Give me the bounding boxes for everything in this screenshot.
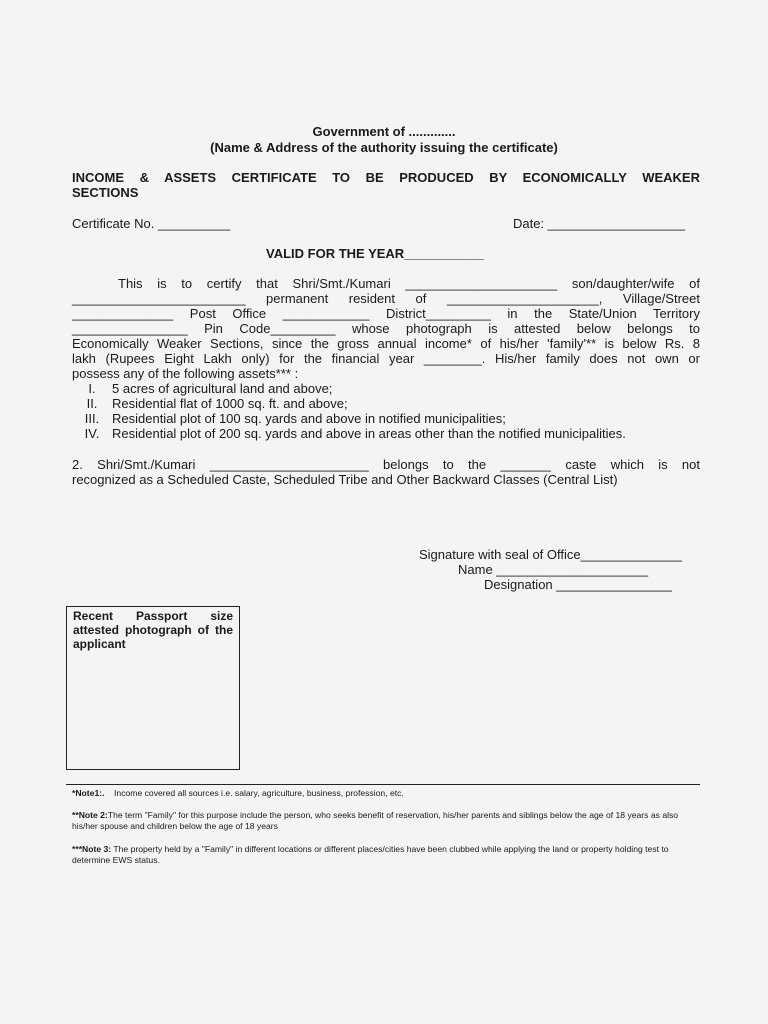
note-1 bbox=[72, 788, 700, 799]
photo-box bbox=[66, 606, 240, 770]
list-item bbox=[72, 426, 626, 441]
body-line-2: ________________________ permanent resident of _____________________, Village/Street bbox=[72, 291, 700, 306]
list-item-number: II. bbox=[86, 396, 98, 411]
government-line: Government of ............. bbox=[312, 124, 456, 139]
authority-line: (Name & Address of the authority issuing the certificate) bbox=[210, 140, 558, 155]
note-2-text: The term "Family" for this purpose include the person, who seeks benefit of reservation, his/her parents and siblings below the age of 18 years as also his/her spouse and children below the age of 18 years bbox=[72, 810, 679, 831]
list-item-number: III. bbox=[84, 411, 100, 426]
note-3-label: ***Note 3: bbox=[72, 844, 112, 854]
note-3 bbox=[72, 844, 700, 866]
list-item bbox=[72, 411, 506, 426]
certificate-title-line1: INCOME & ASSETS CERTIFICATE TO BE PRODUCED BY ECONOMICALLY WEAKER bbox=[72, 170, 700, 185]
body-line-5: Economically Weaker Sections, since the gross annual income* of his/her 'family'** is below Rs. 8 bbox=[72, 336, 700, 351]
designation-line: Designation ________________ bbox=[484, 577, 672, 592]
note-2 bbox=[72, 810, 700, 832]
body-line-6: lakh (Rupees Eight Lakh only) for the financial year ________. His/her family does not own or bbox=[72, 351, 700, 366]
note-1-text: Income covered all sources i.e. salary, agriculture, business, profession, etc. bbox=[114, 788, 404, 798]
photo-box-label: Recent Passport size attested photograph of the applicant bbox=[73, 609, 233, 651]
body-line-1: This is to certify that Shri/Smt./Kumari _____________________ son/daughter/wife of bbox=[118, 276, 700, 291]
list-item bbox=[72, 396, 348, 411]
caste-paragraph-line2: recognized as a Scheduled Caste, Scheduled Tribe and Other Backward Classes (Central List) bbox=[72, 472, 618, 487]
certificate-title-line2: SECTIONS bbox=[72, 185, 139, 200]
certificate-date: Date: ___________________ bbox=[513, 216, 686, 231]
caste-paragraph-line1: 2. Shri/Smt./Kumari ______________________ belongs to the _______ caste which is not bbox=[72, 457, 700, 472]
divider bbox=[66, 784, 700, 785]
note-1-label: *Note1:. bbox=[72, 788, 105, 798]
name-line: Name _____________________ bbox=[458, 562, 649, 577]
list-item-text: 5 acres of agricultural land and above; bbox=[112, 381, 333, 396]
signature-line: Signature with seal of Office______________ bbox=[419, 547, 682, 562]
valid-for-year: VALID FOR THE YEAR___________ bbox=[266, 246, 484, 261]
certificate-number: Certificate No. __________ bbox=[72, 216, 231, 231]
list-item-number: I. bbox=[88, 381, 96, 396]
body-line-4: ________________ Pin Code_________ whose photograph is attested below belongs to bbox=[72, 321, 700, 336]
list-item bbox=[72, 381, 332, 396]
list-item-number: IV. bbox=[84, 426, 100, 441]
note-2-label: **Note 2: bbox=[72, 810, 108, 820]
body-line-3: ______________ Post Office ____________ District_________ in the State/Union Territory bbox=[72, 306, 700, 321]
list-item-text: Residential plot of 100 sq. yards and above in notified municipalities; bbox=[112, 411, 506, 426]
note-3-text: The property held by a "Family" in different locations or different places/cities have been clubbed while applying the land or property holding test to determine EWS status. bbox=[72, 844, 669, 865]
body-line-7: possess any of the following assets*** : bbox=[72, 366, 299, 381]
list-item-text: Residential plot of 200 sq. yards and above in areas other than the notified municipalities. bbox=[112, 426, 626, 441]
list-item-text: Residential flat of 1000 sq. ft. and above; bbox=[112, 396, 348, 411]
